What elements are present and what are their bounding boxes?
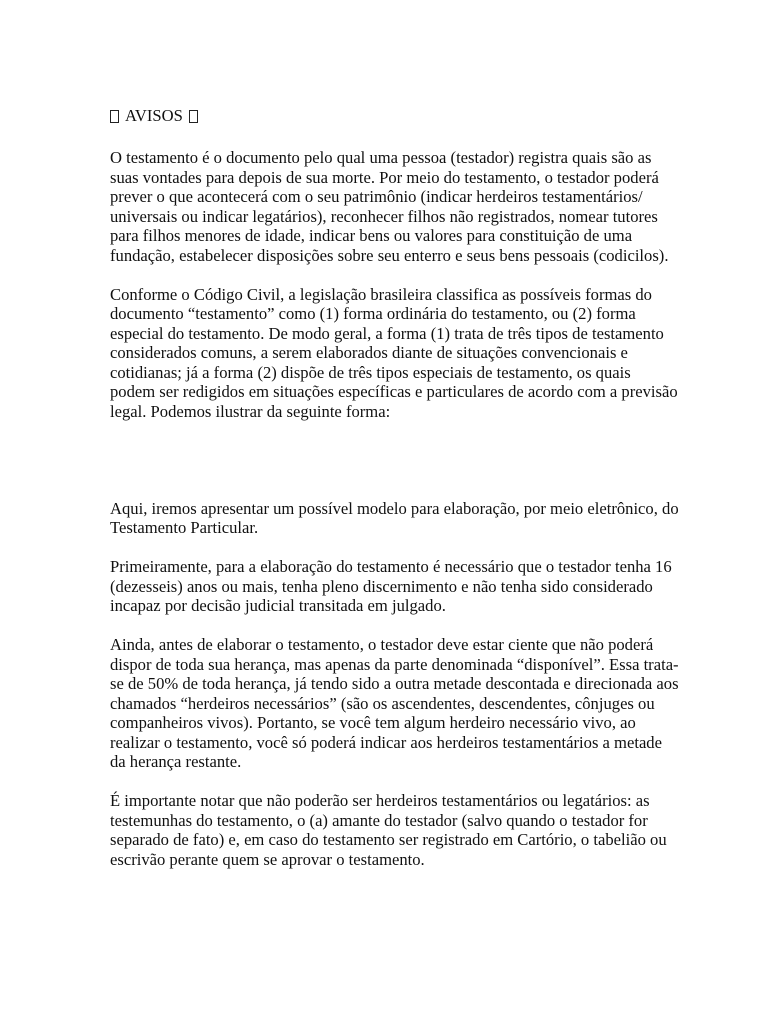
paragraph-model-intro: Aqui, iremos apresentar um possível modelo para elaboração, por meio eletrônico, do Testamento Particular.	[110, 498, 679, 537]
paragraph-exclusions: É importante notar que não poderão ser herdeiros testamentários ou legatários: as testemunhas do testamento, o (a) amante do testador (salvo quando o testador for separado de fato) e, em caso do testamento ser registrado em Cartório, o tabelião ou escrivão perante quem se aprovar o testamento.	[110, 791, 667, 869]
paragraph-classification: Conforme o Código Civil, a legislação brasileira classifica as possíveis formas do documento “testamento” como (1) forma ordinária do testamento, ou (2) forma especial do testamento. De modo geral, a forma (1) trata de três tipos de testamento considerados comuns, a serem elaborados diante de situações convencionais e cotidianas; já a forma (2) dispõe de três tipos especiais de testamento, os quais podem ser redigidos em situações específicas e particulares de acordo com a previsão legal. Podemos ilustrar da seguinte forma:	[110, 284, 678, 421]
paragraph-requirements: Primeiramente, para a elaboração do testamento é necessário que o testador tenha 16 (dezesseis) anos ou mais, tenha pleno discernimento e não tenha sido considerado incapaz por decisão judicial transitada em julgado.	[110, 557, 672, 615]
paragraph-definition: O testamento é o documento pelo qual uma pessoa (testador) registra quais são as suas vontades para depois de sua morte. Por meio do testamento, o testador poderá prever o que acontecerá com o seu patrimônio (indicar herdeiros testamentários/ universais ou indicar legatários), reconhecer filhos não registrados, nomear tutores para filhos menores de idade, indicar bens ou valores para constituição de uma fundação, estabelecer disposições sobre seu enterro e seus bens pessoais (codicilos).	[110, 148, 669, 265]
warning-icon	[189, 110, 198, 123]
warning-icon	[110, 110, 119, 123]
document-body	[110, 104, 680, 889]
notice-heading	[110, 104, 680, 128]
illustration-gap	[110, 441, 680, 499]
heading-text: AVISOS	[125, 106, 183, 126]
paragraph-available-share: Ainda, antes de elaborar o testamento, o testador deve estar ciente que não poderá dispor de toda sua herança, mas apenas da parte denominada “disponível”. Essa trata-se de 50% de toda herança, já tendo sido a outra metade descontada e direcionada aos chamados “herdeiros necessários” (são os ascendentes, descendentes, cônjuges ou companheiros vivos). Portanto, se você tem algum herdeiro necessário vivo, ao realizar o testamento, você só poderá indicar aos herdeiros testamentários a metade da herança restante.	[110, 635, 679, 771]
